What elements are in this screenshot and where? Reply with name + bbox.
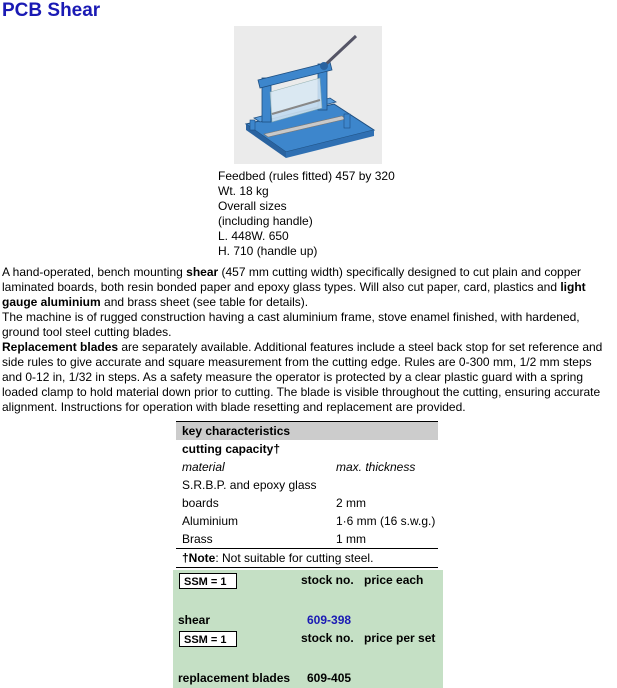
spec-height: H. 710 (handle up) — [218, 244, 318, 258]
page-title: PCB Shear — [2, 0, 101, 21]
key-characteristics-table — [176, 421, 438, 568]
table-row: Brass 1 mm — [182, 532, 366, 546]
spec-feedbed: Feedbed (rules fitted) 457 by 320 — [218, 169, 395, 183]
table-row: boards 2 mm — [182, 496, 366, 510]
spec-overall-sizes: Overall sizes — [218, 199, 287, 213]
description-paragraph-1: A hand-operated, bench mounting shear (457 mm cutting width) specifically designed to cut plain and copper laminated boards, both resin bonded paper and epoxy glass types. Will also cut paper, card, plastics and light gauge aluminium and brass sheet (see table for details). — [2, 265, 586, 309]
order-box-replacement-blades — [173, 628, 443, 688]
price-label: price each — [364, 573, 424, 587]
item-name: shear — [178, 613, 211, 627]
table-row: Aluminium 1·6 mm (16 s.w.g.) — [182, 514, 436, 528]
spec-weight: Wt. 18 kg — [218, 184, 269, 198]
spec-length-width: L. 448W. 650 — [218, 229, 289, 243]
table-subheading: cutting capacity† — [182, 442, 281, 456]
spec-including-handle: (including handle) — [218, 214, 313, 228]
description-paragraph-3: Replacement blades are separately available. Additional features include a steel back stop for set reference and side rules to give accurate and square measurement from the cutting edge. Rules are 0-300 mm, 1/2 mm steps and 0-12 in, 1/32 in steps. As a safety measure the operator is protected by a clear plastic guard with a spring loaded clamp to hold material down prior to cutting. The blade is visible throughout the cutting, ensuring accurate alignment. Instructions for operation with blade resetting and replacement are provided. — [2, 340, 603, 414]
description-paragraph-2: The machine is of rugged construction having a cast aluminium frame, stove enamel finished, with hardened, ground tool steel cutting blades. — [2, 310, 580, 339]
stock-number-link[interactable]: 609-398 — [307, 613, 352, 627]
stock-number: 609-405 — [307, 671, 352, 685]
table-note: †Note: Not suitable for cutting steel. — [176, 549, 438, 568]
price-label: price per set — [364, 631, 436, 645]
table-row: S.R.B.P. and epoxy glass — [182, 478, 317, 492]
order-box-shear — [173, 570, 443, 628]
ssm-badge: SSM = 1 — [179, 631, 237, 647]
ssm-badge: SSM = 1 — [179, 573, 237, 589]
table-heading: key characteristics — [176, 422, 438, 441]
item-name: replacement blades — [178, 671, 291, 685]
product-description — [2, 265, 614, 415]
stock-number-label: stock no. — [301, 573, 354, 587]
column-header-material: material — [182, 460, 225, 474]
pcb-shear-product-image — [234, 26, 382, 164]
column-header-thickness: max. thickness — [336, 460, 416, 474]
specifications-list — [218, 169, 395, 259]
stock-number-label: stock no. — [301, 631, 354, 645]
